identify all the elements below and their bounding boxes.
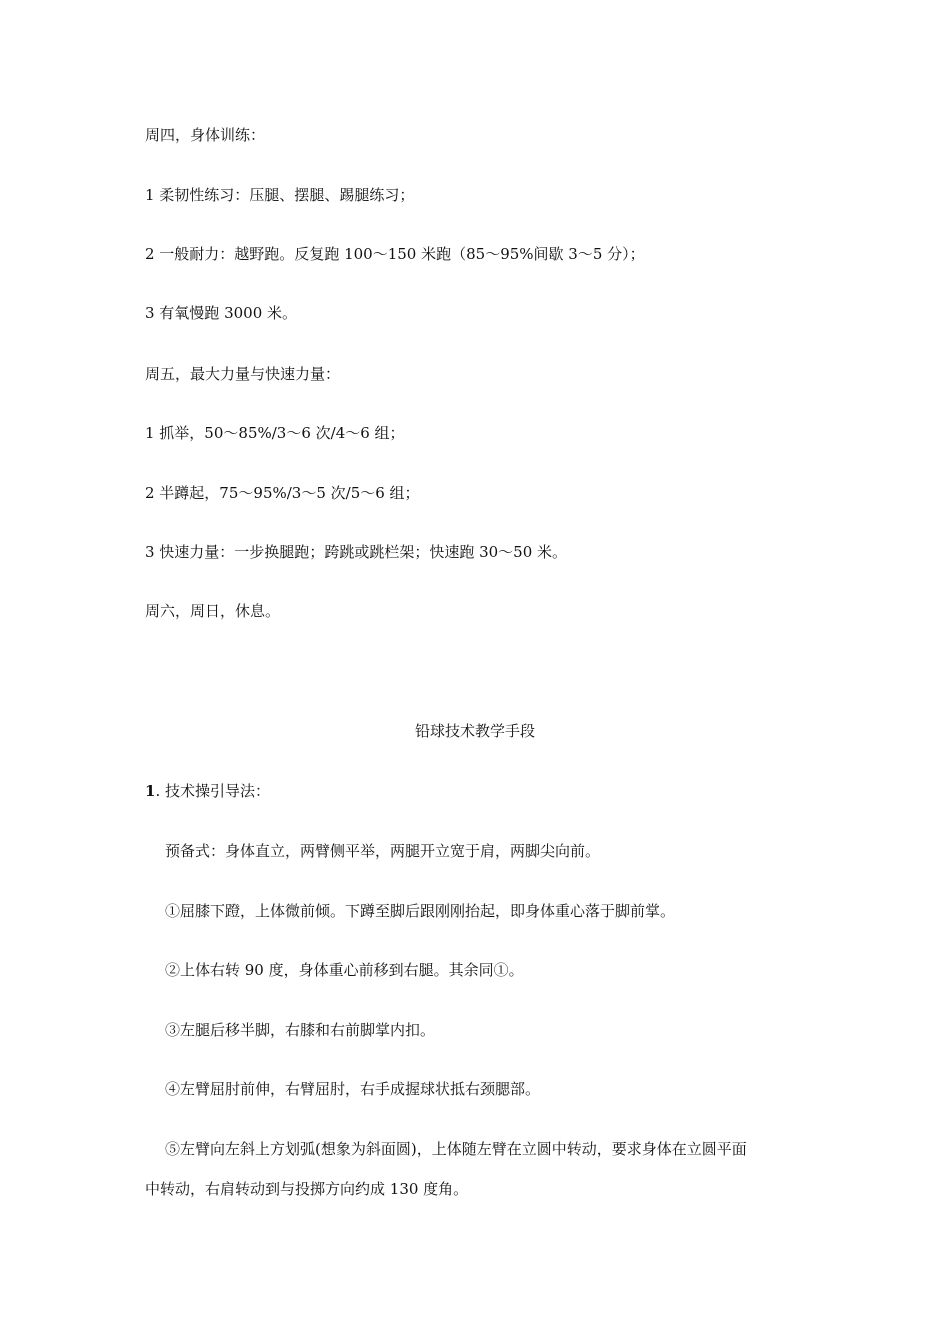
step-preparation: 预备式：身体直立，两臂侧平举，两腿开立宽于肩，两脚尖向前。 bbox=[165, 842, 601, 860]
friday-item-1: 1 抓举，50～85%/3～6 次/4～6 组； bbox=[145, 424, 405, 442]
friday-item-2: 2 半蹲起，75～95%/3～5 次/5～6 组； bbox=[145, 484, 420, 502]
step-4: ④左臂屈肘前伸，右臂屈肘，右手成握球状抵右颈腮部。 bbox=[165, 1080, 541, 1098]
subheading bbox=[145, 781, 270, 801]
thursday-heading: 周四，身体训练： bbox=[145, 126, 266, 144]
thursday-item-3: 3 有氧慢跑 3000 米。 bbox=[145, 304, 298, 322]
thursday-item-2: 2 一般耐力：越野跑。反复跑 100～150 米跑（85～95%间歇 3～5 分）； bbox=[145, 245, 645, 263]
step-1: ①屈膝下蹬，上体微前倾。下蹲至脚后跟刚刚抬起，即身体重心落于脚前掌。 bbox=[165, 902, 676, 920]
subheading-text: . 技术操引导法： bbox=[155, 782, 270, 800]
step-5-continued: 中转动，右肩转动到与投掷方向约成 130 度角。 bbox=[145, 1180, 469, 1198]
friday-heading: 周五，最大力量与快速力量： bbox=[145, 365, 341, 383]
step-2: ②上体右转 90 度，身体重心前移到右腿。其余同①。 bbox=[165, 961, 524, 979]
step-3: ③左腿后移半脚，右膝和右前脚掌内扣。 bbox=[165, 1021, 436, 1039]
section-title: 铅球技术教学手段 bbox=[414, 722, 535, 740]
friday-item-3: 3 快速力量：一步换腿跑；跨跳或跳栏架；快速跑 30～50 米。 bbox=[145, 543, 568, 561]
subheading-number: 1 bbox=[145, 782, 156, 800]
weekend-note: 周六，周日，休息。 bbox=[145, 602, 281, 620]
step-5: ⑤左臂向左斜上方划弧(想象为斜面圆)，上体随左臂在立圆中转动，要求身体在立圆平面 bbox=[165, 1140, 747, 1158]
thursday-item-1: 1 柔韧性练习：压腿、摆腿、踢腿练习； bbox=[145, 186, 415, 204]
